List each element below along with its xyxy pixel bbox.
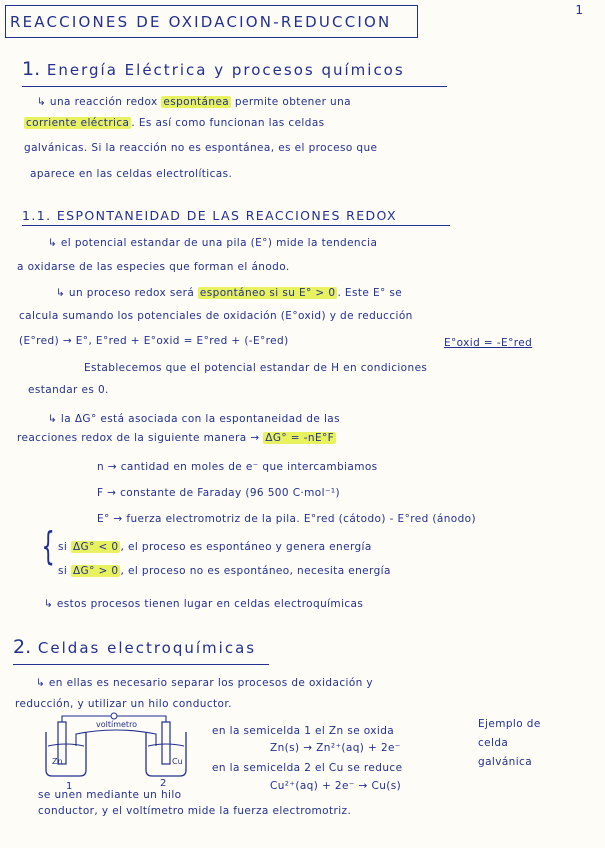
fig-label-2: 2: [160, 778, 167, 789]
highlight-espontaneo: espontáneo si su E° > 0: [199, 287, 336, 299]
s1-text: . Es así como funcionan las celdas: [131, 117, 325, 129]
s1-text: ↳ una reacción redox: [37, 96, 158, 108]
s11-line-14: [58, 565, 391, 577]
s2-reaction-2: Zn(s) → Zn²⁺(aq) + 2e⁻: [270, 742, 401, 754]
voltmeter-icon: [111, 713, 117, 719]
s11-text: ↳ un proceso redox será: [56, 287, 195, 299]
s11-line-15: ↳ estos procesos tienen lugar en celdas electroquímicas: [44, 598, 364, 610]
section-1-underline: [22, 86, 447, 87]
s11-line-10: n → cantidad en moles de e⁻ que intercambiamos: [97, 461, 378, 473]
section-2-underline: [13, 664, 269, 665]
salt-bridge-icon: [76, 730, 156, 746]
s1-line-2: [24, 117, 325, 129]
s11-text: , el proceso no es espontáneo, necesita energía: [120, 565, 391, 577]
s1-line-1: [37, 96, 351, 108]
highlight-corriente: corriente eléctrica: [26, 117, 130, 129]
beaker-2-icon: [146, 732, 186, 776]
s11-line-13: [58, 541, 372, 553]
fig-label-cu: Cu: [172, 757, 183, 766]
s1-line-3: galvánicas. Si la reacción no es espontánea, es el proceso que: [24, 142, 378, 154]
section-2-title: Celdas electroquímicas: [37, 639, 257, 657]
fig-label-1: 1: [66, 781, 73, 792]
s11-line-11: F → constante de Faraday (96 500 C·mol⁻¹): [97, 487, 340, 499]
page-title-text: REACCIONES DE OXIDACION-REDUCCION: [10, 12, 392, 31]
s2-reaction-4: Cu²⁺(aq) + 2e⁻ → Cu(s): [270, 780, 402, 792]
s2-reaction-1: en la semicelda 1 el Zn se oxida: [212, 725, 395, 737]
fig-label-voltimetro: voltímetro: [96, 720, 138, 729]
s2-line-3: se unen mediante un hilo: [38, 789, 182, 801]
cu-electrode-icon: [162, 722, 170, 764]
s11-line-12: E° → fuerza electromotriz de la pila. E°red (cátodo) - E°red (ánodo): [97, 513, 476, 525]
s11-text: , el proceso es espontáneo y genera energía: [120, 541, 372, 553]
s11-text: . Este E° se: [337, 287, 403, 299]
highlight-delta-g-positive: ΔG° > 0: [72, 565, 119, 577]
left-brace: {: [41, 524, 55, 568]
s2-line-1: ↳ en ellas es necesario separar los procesos de oxidación y: [36, 677, 374, 689]
s11-line-7: estandar es 0.: [28, 384, 109, 396]
fig-label-zn: Zn: [52, 757, 63, 766]
section-1-1-heading: 1.1. ESPONTANEIDAD DE LAS REACCIONES REDOX: [22, 208, 397, 223]
side-note-1: Ejemplo de: [478, 718, 541, 730]
highlight-espontanea: espontánea: [163, 96, 230, 108]
page-number: 1: [575, 3, 583, 17]
s11-line-1: ↳ el potencial estandar de una pila (E°) mide la tendencia: [48, 237, 378, 249]
s1-line-4: aparece en las celdas electrolíticas.: [30, 168, 233, 180]
galvanic-cell-diagram: [36, 712, 196, 780]
s11-line-3: [56, 287, 402, 299]
section-2-heading: [13, 636, 256, 658]
s11-note-eoxid: E°oxid = -E°red: [444, 337, 533, 349]
s2-reaction-3: en la semicelda 2 el Cu se reduce: [212, 762, 403, 774]
s11-line-8: ↳ la ΔG° está asociada con la espontaneidad de las: [48, 413, 340, 425]
section-1-heading: [22, 58, 405, 80]
section-1-title: Energía Eléctrica y procesos químicos: [46, 61, 405, 79]
s11-line-2: a oxidarse de las especies que forman el ánodo.: [17, 261, 290, 273]
s11-line-4: calcula sumando los potenciales de oxidación (E°oxid) y de reducción: [19, 310, 413, 322]
s11-line-6: Establecemos que el potencial estandar de H en condiciones: [84, 362, 428, 374]
s2-line-2: reducción, y utilizar un hilo conductor.: [15, 698, 232, 710]
highlight-delta-g-negative: ΔG° < 0: [72, 541, 119, 553]
section-1-1-underline: [22, 225, 450, 226]
section-2-number: 2.: [13, 636, 32, 658]
side-note-3: galvánica: [478, 756, 533, 768]
section-1-number: 1.: [22, 58, 41, 80]
s2-line-4: conductor, y el voltímetro mide la fuerza electromotriz.: [38, 805, 352, 817]
s11-line-9: [17, 432, 336, 444]
s1-text: permite obtener una: [234, 96, 351, 108]
page-title: [5, 5, 418, 38]
s11-line-5: (E°red) → E°, E°red + E°oxid = E°red + (-E°red): [19, 335, 289, 347]
s11-text: si: [58, 541, 68, 553]
side-note-2: celda: [478, 737, 509, 749]
highlight-delta-g-formula: ΔG° = -nE°F: [265, 432, 335, 444]
s11-text: reacciones redox de la siguiente manera →: [17, 432, 260, 444]
s11-text: si: [58, 565, 68, 577]
beaker-2-liquid: [148, 744, 184, 746]
